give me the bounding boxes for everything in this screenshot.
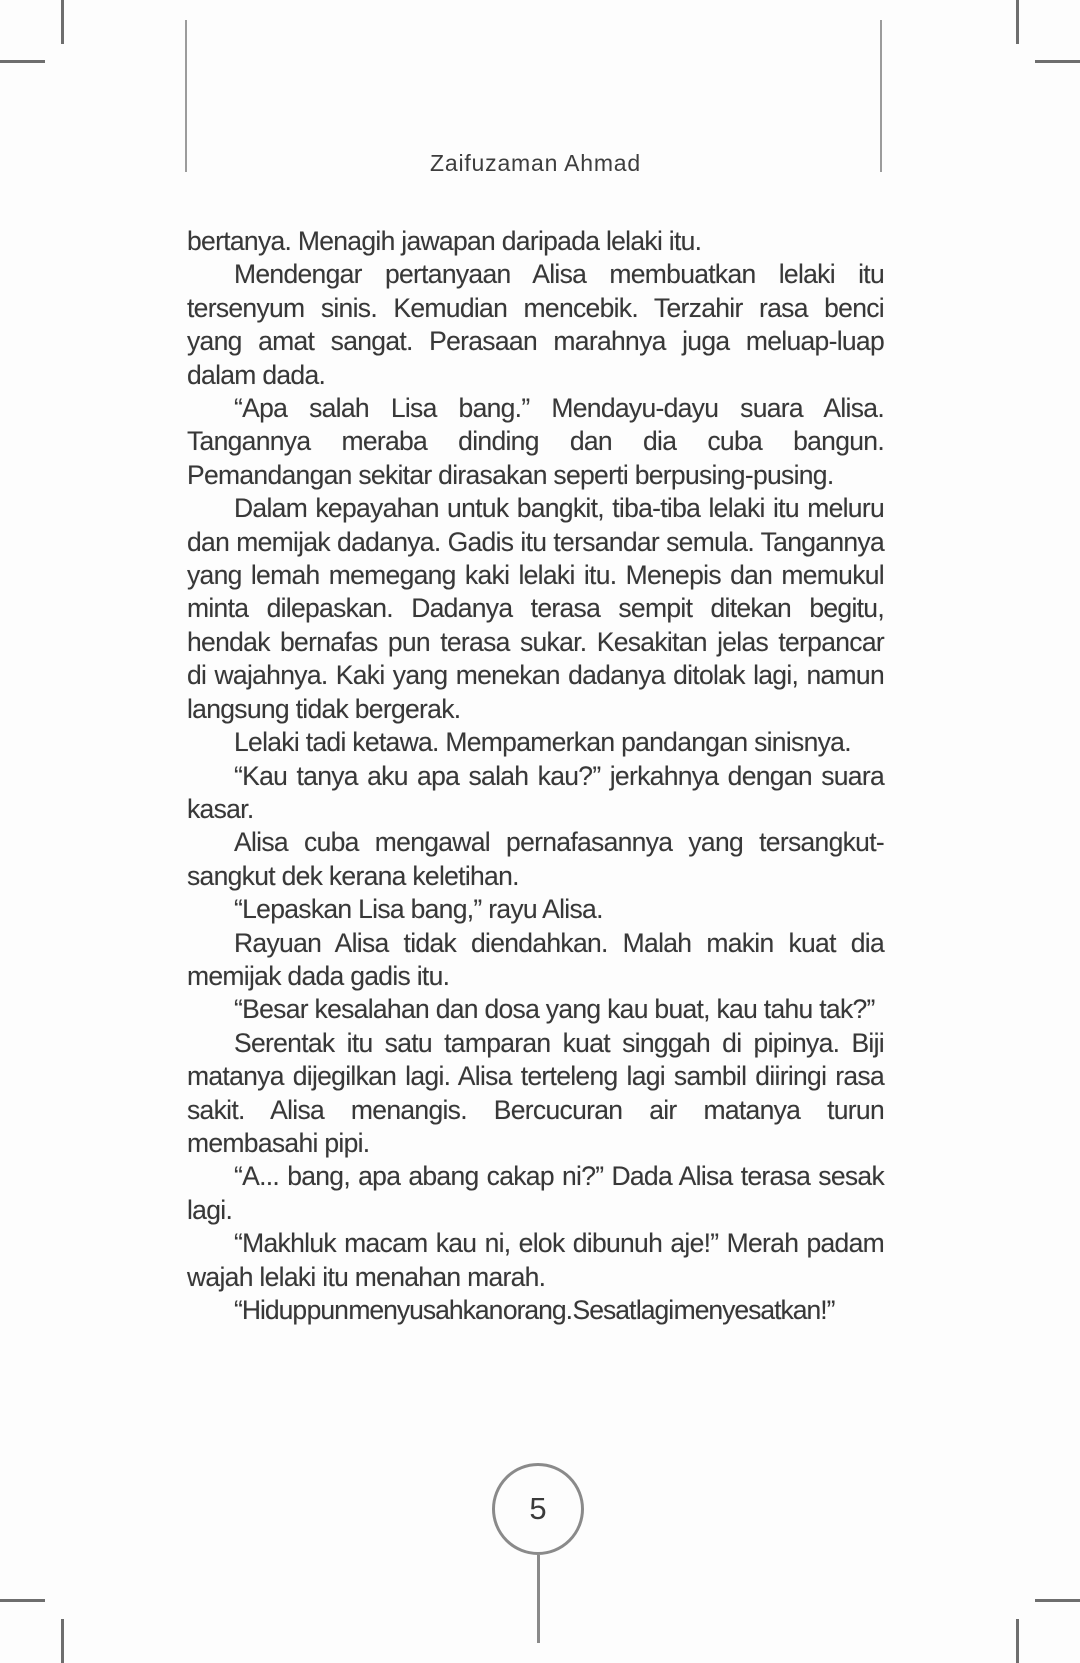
paragraph: bertanya. Menagih jawapan daripada lelaki itu.: [187, 226, 702, 256]
body-text: [187, 225, 884, 1327]
crop-mark-bottom-left-vertical: [61, 1619, 64, 1663]
paragraph: “Apa salah Lisa bang.” Mendayu-dayu suara Alisa. Tangannya meraba dinding dan dia cuba bangun. Pemandangan sekitar dirasakan seperti berpusing-pusing.: [187, 393, 884, 490]
paragraph: “Besar kesalahan dan dosa yang kau buat, kau tahu tak?”: [234, 994, 875, 1025]
paragraph: Rayuan Alisa tidak diendahkan. Malah makin kuat dia memijak dada gadis itu.: [187, 927, 884, 991]
crop-mark-top-right-vertical: [1016, 0, 1019, 44]
paragraph: “Hidup pun menyusahkan orang. Sesat lagi menyesatkan!”: [234, 1295, 835, 1325]
page-number-badge: [492, 1463, 584, 1555]
paragraph: “Kau tanya aku apa salah kau?” jerkahnya dengan suara kasar.: [187, 760, 884, 824]
paragraph: Dalam kepayahan untuk bangkit, tiba-tiba lelaki itu meluru dan memijak dadanya. Gadis itu tersandar semula. Tangannya yang lemah memegang kaki lelaki itu. Menepis dan memukul minta dilepaskan. Dadanya terasa sempit ditekan begitu, hendak bernafas pun terasa sukar. Kesakitan jelas terpancar di wajahnya. Kaki yang menekan dadanya ditolak lagi, namun langsung tidak bergerak.: [187, 493, 884, 724]
paragraph: Mendengar pertanyaan Alisa membuatkan lelaki itu tersenyum sinis. Kemudian mencebik. Terzahir rasa benci yang amat sangat. Perasaan marahnya juga meluap-luap dalam dada.: [187, 259, 884, 390]
paragraph: “Makhluk macam kau ni, elok dibunuh aje!” Merah padam wajah lelaki itu menahan marah.: [187, 1228, 884, 1292]
crop-mark-top-right-horizontal: [1035, 60, 1080, 63]
running-header: Zaifuzaman Ahmad: [430, 150, 641, 176]
crop-mark-top-left-vertical: [61, 0, 64, 44]
page-number-stem: [537, 1555, 540, 1643]
crop-mark-bottom-right-vertical: [1016, 1619, 1019, 1663]
paragraph: “Lepaskan Lisa bang,” rayu Alisa.: [234, 894, 603, 925]
paragraph: “A... bang, apa abang cakap ni?” Dada Alisa terasa sesak lagi.: [187, 1161, 884, 1225]
crop-mark-bottom-left-horizontal: [0, 1599, 45, 1602]
crop-mark-bottom-right-horizontal: [1035, 1599, 1080, 1602]
crop-mark-top-left-horizontal: [0, 60, 45, 63]
paragraph: Alisa cuba mengawal pernafasannya yang tersangkut-sangkut dek kerana keletihan.: [187, 827, 884, 891]
page-number: 5: [529, 1491, 547, 1526]
paragraph: Lelaki tadi ketawa. Mempamerkan pandangan sinisnya.: [234, 727, 851, 758]
paragraph: Serentak itu satu tamparan kuat singgah di pipinya. Biji matanya dijegilkan lagi. Alisa terteleng lagi sambil diiringi rasa sakit. Alisa menangis. Bercucuran air matanya turun membasahi pipi.: [187, 1027, 884, 1158]
